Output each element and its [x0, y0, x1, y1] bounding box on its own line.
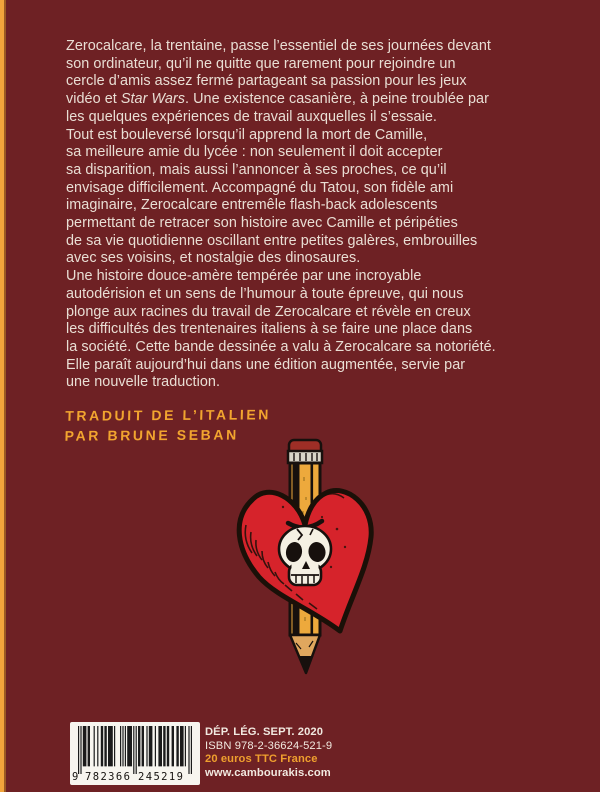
blurb-line: sa disparition, mais aussi l’annoncer à ses proches, ce qu’il: [66, 161, 447, 178]
blurb-text: vidéo et: [66, 91, 121, 108]
heart-skull-pencil-illustration: [225, 437, 405, 682]
blurb-line: imaginaire, Zerocalcare entremêle flash-back adolescents: [66, 197, 438, 214]
publisher-website: www.cambourakis.com: [205, 766, 331, 779]
isbn-number: ISBN 978-2-36624-521-9: [205, 739, 333, 752]
blurb-text: . Une existence casanière, à peine troublée par: [185, 91, 489, 108]
blurb-line: les quelques expériences de travail auxquelles il s’essaie.: [66, 108, 437, 125]
barcode: [70, 722, 200, 785]
blurb-line: avec ses voisins, et nostalgie des dinosaures.: [66, 250, 361, 267]
barcode-digits: 782366: [85, 771, 132, 783]
barcode-bars: [78, 726, 192, 774]
blurb-line: envisage difficilement. Accompagné du Tatou, son fidèle ami: [66, 179, 454, 196]
blurb-line: Elle paraît aujourd’hui dans une édition augmentée, servie par: [66, 356, 466, 373]
blurb-line: la société. Cette bande dessinée a valu à Zerocalcare sa notoriété.: [66, 338, 496, 355]
blurb-line: une nouvelle traduction.: [66, 374, 221, 391]
back-cover-blurb: [66, 38, 552, 392]
blurb-line: autodérision et un sens de l’humour à toute épreuve, qui nous: [66, 285, 464, 302]
spine-edge-shadow: [4, 0, 6, 792]
translator-credit-line: PAR BRUNE SEBAN: [64, 426, 240, 444]
barcode-digits: 9: [72, 771, 80, 783]
blurb-line: permettant de retracer son histoire avec Camille et péripéties: [66, 215, 458, 232]
blurb-line: son ordinateur, qu’il ne quitte que rarement pour rejoindre un: [66, 55, 456, 72]
translator-credit-line: TRADUIT DE L’ITALIEN: [65, 406, 272, 424]
imprint-block: [205, 726, 332, 780]
blurb-line: [66, 91, 552, 109]
blurb-line: plonge aux racines du travail de Zerocalcare et révèle en creux: [66, 303, 471, 320]
blurb-line: Une histoire douce-amère tempérée par une incroyable: [66, 268, 422, 285]
blurb-line: Zerocalcare, la trentaine, passe l’essentiel de ses journées devant: [66, 38, 491, 54]
blurb-line: de sa vie quotidienne oscillant entre petites galères, embrouilles: [66, 232, 478, 249]
barcode-digits: 245219: [138, 771, 185, 783]
blurb-italic-title: Star Wars: [120, 91, 186, 108]
blurb-line: sa meilleure amie du lycée : non seulement il doit accepter: [66, 144, 443, 161]
blurb-line: les difficultés des trentenaires italiens à se faire une place dans: [66, 321, 473, 338]
blurb-line: cercle d’amis assez fermé partageant sa passion pour les jeux: [66, 73, 467, 90]
price: 20 euros TTC France: [205, 753, 318, 765]
legal-deposit: DÉP. LÉG. SEPT. 2020: [205, 726, 324, 738]
blurb-line: Tout est bouleversé lorsqu’il apprend la mort de Camille,: [66, 126, 428, 143]
cover-illustration: [225, 437, 405, 682]
